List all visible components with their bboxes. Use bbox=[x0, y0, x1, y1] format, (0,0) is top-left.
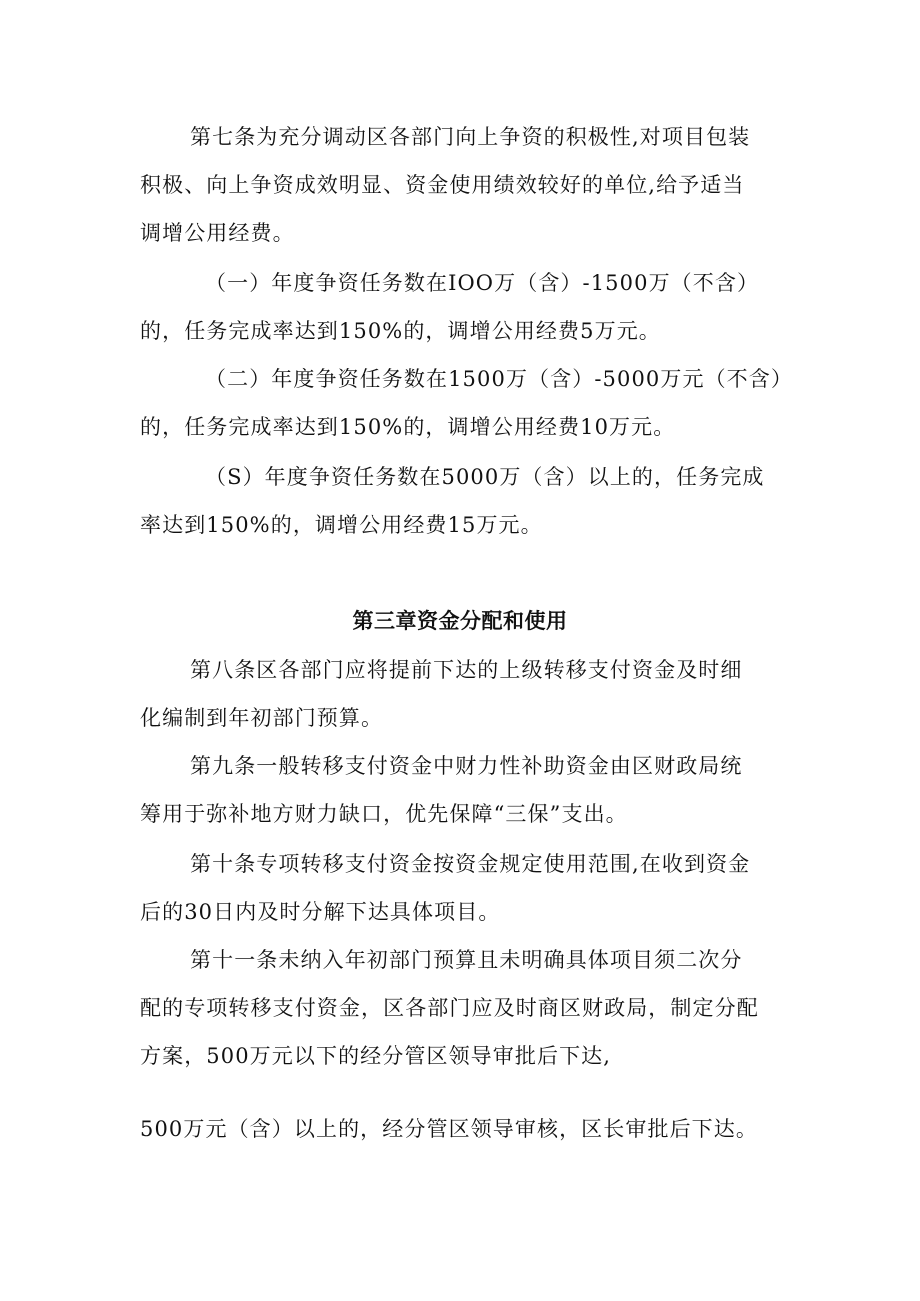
item3-line1: （S）年度争资任务数在5000万（含）以上的，任务完成 bbox=[205, 465, 765, 489]
article11-line3: 方案，500万元以下的经分管区领导审批后下达, bbox=[140, 1044, 612, 1068]
article8-line1: 第八条区各部门应将提前下达的上级转移支付资金及时细 bbox=[190, 658, 743, 682]
chapter-title: 第三章资金分配和使用 bbox=[352, 609, 568, 633]
item2-line2: 的，任务完成率达到150%的，调增公用经费10万元。 bbox=[140, 415, 676, 439]
article11-line4: 500万元（含）以上的，经分管区领导审核，区长审批后下达。 bbox=[140, 1117, 758, 1141]
article7-line3: 调增公用经费。 bbox=[140, 221, 295, 245]
item1-line1: （一）年度争资任务数在IOO万（含）-1500万（不含） bbox=[205, 271, 760, 295]
article11-line1: 第十一条未纳入年初部门预算且未明确具体项目须二次分 bbox=[190, 948, 743, 972]
article8-line2: 化编制到年初部门预算。 bbox=[140, 706, 384, 730]
article11-line2: 配的专项转移支付资金，区各部门应及时商区财政局，制定分配 bbox=[140, 996, 759, 1020]
article10-line2: 后的30日内及时分解下达具体项目。 bbox=[140, 900, 501, 924]
article10-line1: 第十条专项转移支付资金按资金规定使用范围,在收到资金 bbox=[190, 852, 751, 876]
item1-line2: 的，任务完成率达到150%的，调增公用经费5万元。 bbox=[140, 319, 661, 343]
item2-line1: （二）年度争资任务数在1500万（含）-5000万元（不含） bbox=[205, 367, 793, 391]
article9-line1: 第九条一般转移支付资金中财力性补助资金由区财政局统 bbox=[190, 754, 743, 778]
item3-line2: 率达到150%的，调增公用经费15万元。 bbox=[140, 513, 543, 537]
article7-line1: 第七条为充分调动区各部门向上争资的积极性,对项目包装 bbox=[190, 125, 751, 149]
article9-line2: 筹用于弥补地方财力缺口，优先保障“三保”支出。 bbox=[140, 802, 628, 826]
article7-line2: 积极、向上争资成效明显、资金使用绩效较好的单位,给予适当 bbox=[140, 173, 745, 197]
